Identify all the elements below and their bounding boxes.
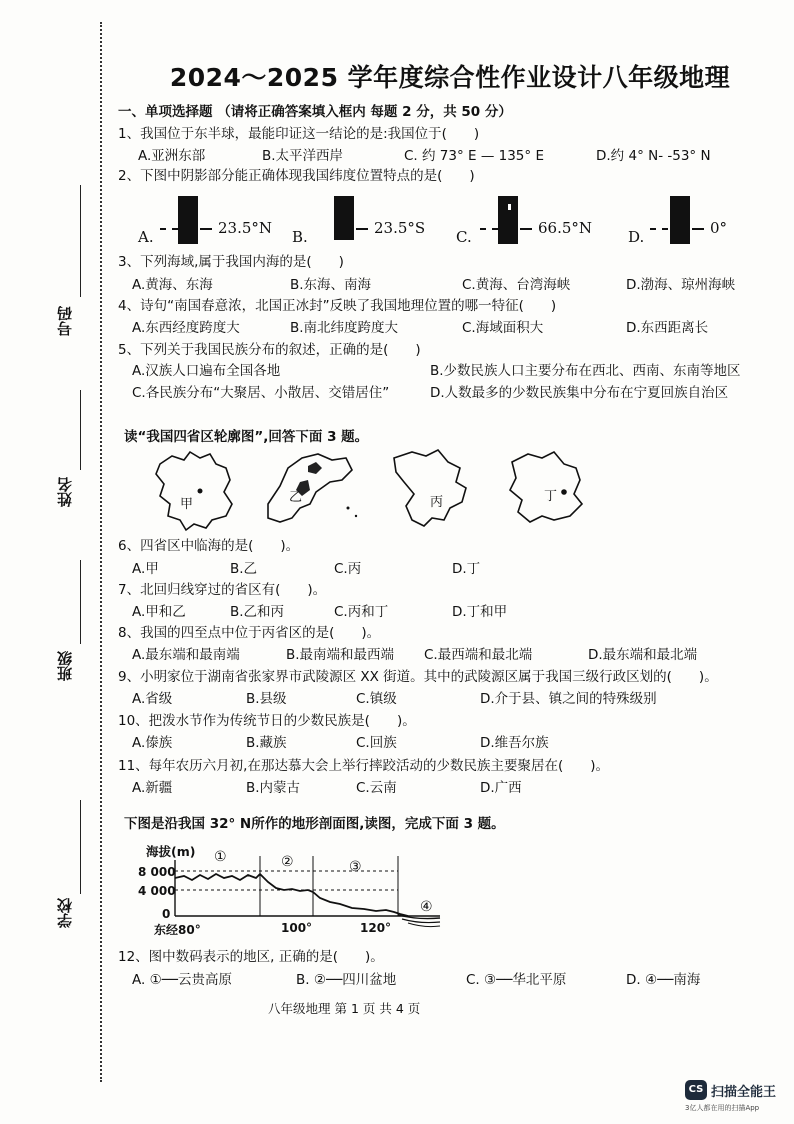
q6-option-d: D.丁 <box>452 561 481 577</box>
q1-option-c: C. 约 73° E — 135° E <box>404 148 544 164</box>
question-10: 10、把泼水节作为传统节日的少数民族是( )。 <box>118 713 416 729</box>
number-label: 号码 <box>56 306 74 336</box>
q5-option-a: A.汉族人口遍布全国各地 <box>132 363 281 379</box>
provinces-outline-map <box>150 446 600 532</box>
q7-option-d: D.丁和甲 <box>452 604 508 620</box>
latitude-dash <box>692 228 704 230</box>
q1-option-a: A.亚洲东部 <box>138 148 206 164</box>
latitude-dash <box>650 228 668 230</box>
province-yi-outline <box>268 454 352 522</box>
latitude-dash <box>200 228 212 230</box>
q9-option-b: B.县级 <box>246 691 287 707</box>
q12-option-b: B. ②──四川盆地 <box>296 972 397 988</box>
q6-option-b: B.乙 <box>230 561 258 577</box>
q10-option-c: C.回族 <box>356 735 397 751</box>
q5-option-c: C.各民族分布“大聚居、小散居、交错居住” <box>132 385 390 401</box>
name-field <box>54 390 94 515</box>
school-label: 学校 <box>56 898 74 928</box>
question-4: 4、诗句“南国春意浓，北国正冰封”反映了我国地理位置的哪一特征( ) <box>118 298 557 314</box>
map-intro: 读“我国四省区轮廓图”,回答下面 3 题。 <box>124 429 369 445</box>
binding-dotted-line <box>100 22 102 1082</box>
q10-option-d: D.维吾尔族 <box>480 735 549 751</box>
q8-option-d: D.最东端和最北端 <box>588 647 698 663</box>
question-2: 2、下图中阴影部分能正确体现我国纬度位置特点的是( ) <box>118 168 475 184</box>
q10-option-b: B.藏族 <box>246 735 287 751</box>
q3-option-c: C.黄海、台湾海峡 <box>462 277 571 293</box>
q11-option-b: B.内蒙古 <box>246 780 301 796</box>
profile-region-4: ④ <box>420 899 433 915</box>
q10-option-a: A.傣族 <box>132 735 173 751</box>
question-9: 9、小明家位于湖南省张家界市武陵源区 XX 街道。其中的武陵源区属于我国三级行政区划的( )。 <box>118 669 718 685</box>
latitude-dash <box>480 228 498 230</box>
question-11: 11、每年农历六月初,在那达慕大会上举行摔跤活动的少数民族主要聚居在( )。 <box>118 758 610 774</box>
latitude-dash <box>160 228 178 230</box>
latitude-label: 23.5°N <box>218 219 273 237</box>
shaded-latitude-band <box>670 196 690 244</box>
island-dot <box>355 515 357 517</box>
q2-figure-d <box>628 190 748 245</box>
q9-option-c: C.镇级 <box>356 691 397 707</box>
scanner-tagline: 3亿人都在用的扫描App <box>685 1104 760 1112</box>
q1-option-d: D.约 4° N- -53° N <box>596 148 711 164</box>
province-yi-label: 乙 <box>289 490 303 505</box>
profile-x-tick: 120° <box>360 921 392 935</box>
profile-x-tick: 100° <box>281 921 313 935</box>
scanner-app-name: 扫描全能王 <box>711 1085 777 1100</box>
province-bing-label: 丙 <box>430 495 444 510</box>
profile-y-tick: 8 000 <box>138 865 176 879</box>
number-blank <box>80 185 81 297</box>
profile-region-1: ① <box>214 849 227 865</box>
latitude-label: 0° <box>710 219 728 237</box>
question-7: 7、北回归线穿过的省区有( )。 <box>118 582 327 598</box>
q4-option-d: D.东西距离长 <box>626 320 709 336</box>
latitude-label: 23.5°S <box>374 219 426 237</box>
q7-option-c: C.丙和丁 <box>334 604 389 620</box>
q3-option-a: A.黄海、东海 <box>132 277 213 293</box>
section-heading: 一、单项选择题 （请将正确答案填入框内 每题 2 分，共 50 分） <box>118 104 512 120</box>
q11-option-d: D.广西 <box>480 780 522 796</box>
q3-option-b: B.东海、南海 <box>290 277 372 293</box>
q9-option-d: D.介于县、镇之间的特殊级别 <box>480 691 657 707</box>
scanner-logo-icon: CS <box>685 1080 707 1100</box>
latitude-dash <box>520 228 532 230</box>
q4-option-b: B.南北纬度跨度大 <box>290 320 399 336</box>
province-bing-outline <box>394 450 466 526</box>
q2-option-d: D. <box>628 228 645 246</box>
q9-option-a: A.省级 <box>132 691 173 707</box>
profile-region-3: ③ <box>349 859 362 875</box>
profile-y-tick: 4 000 <box>138 884 176 898</box>
class-blank <box>80 560 81 644</box>
shaded-latitude-band <box>178 196 198 244</box>
q2-option-a: A. <box>138 228 154 246</box>
q11-option-c: C.云南 <box>356 780 397 796</box>
q3-option-d: D.渤海、琼州海峡 <box>626 277 736 293</box>
shaded-latitude-band <box>334 196 354 240</box>
question-3: 3、下列海域,属于我国内海的是( ) <box>118 254 344 270</box>
q7-option-a: A.甲和乙 <box>132 604 186 620</box>
name-blank <box>80 390 81 470</box>
q4-option-a: A.东西经度跨度大 <box>132 320 240 336</box>
number-field <box>54 185 94 345</box>
q2-option-c: C. <box>456 228 472 246</box>
province-jia-outline <box>156 452 232 530</box>
island-dot <box>347 507 350 510</box>
q12-option-c: C. ③──华北平原 <box>466 972 567 988</box>
q6-option-c: C.丙 <box>334 561 362 577</box>
q7-option-b: B.乙和丙 <box>230 604 285 620</box>
profile-intro: 下图是沿我国 32° N所作的地形剖面图,读图，完成下面 3 题。 <box>124 816 505 832</box>
band-mark <box>508 204 511 210</box>
q6-option-a: A.甲 <box>132 561 159 577</box>
province-ding-label: 丁 <box>544 489 558 504</box>
terrain-profile-figure <box>118 838 458 943</box>
q2-option-b: B. <box>292 228 308 246</box>
page-title: 2024～2025 学年度综合性作业设计八年级地理 <box>169 63 731 92</box>
q8-option-a: A.最东端和最南端 <box>132 647 240 663</box>
class-label: 班级 <box>56 651 74 681</box>
profile-region-2: ② <box>281 854 294 870</box>
latitude-dash <box>356 228 368 230</box>
q2-figure-b <box>292 190 442 245</box>
profile-y-tick: 0 <box>162 907 171 921</box>
question-5: 5、下列关于我国民族分布的叙述，正确的是( ) <box>118 342 421 358</box>
profile-y-axis-label: 海拔(m) <box>146 844 196 859</box>
q4-option-c: C.海域面积大 <box>462 320 544 336</box>
profile-x-tick: 东经80° <box>154 923 201 937</box>
q2-figure-a <box>138 190 288 245</box>
q11-option-a: A.新疆 <box>132 780 173 796</box>
province-ding-capital <box>561 489 567 495</box>
school-field <box>54 800 94 930</box>
question-1: 1、我国位于东半球，最能印证这一结论的是:我国位于( ) <box>118 126 480 142</box>
school-blank <box>80 800 81 894</box>
question-12: 12、图中数码表示的地区, 正确的是( )。 <box>118 949 384 965</box>
q12-option-a: A. ①──云贵高原 <box>132 972 232 988</box>
q5-option-d: D.人数最多的少数民族集中分布在宁夏回族自治区 <box>430 385 729 401</box>
question-6: 6、四省区中临海的是( )。 <box>118 538 300 554</box>
q1-option-b: B.太平洋西岸 <box>262 148 344 164</box>
class-field <box>54 560 94 690</box>
q12-option-d: D. ④──南海 <box>626 972 701 988</box>
latitude-label: 66.5°N <box>538 219 593 237</box>
q8-option-c: C.最西端和最北端 <box>424 647 533 663</box>
q8-option-b: B.最南端和最西端 <box>286 647 395 663</box>
q2-figure-c <box>456 190 606 245</box>
page-footer: 八年级地理 第 1 页 共 4 页 <box>268 1001 421 1016</box>
q5-option-b: B.少数民族人口主要分布在西北、西南、东南等地区 <box>430 363 741 379</box>
province-jia-label: 甲 <box>180 497 194 512</box>
name-label: 姓名 <box>56 477 74 507</box>
province-jia-capital <box>198 489 203 494</box>
question-8: 8、我国的四至点中位于丙省区的是( )。 <box>118 625 381 641</box>
